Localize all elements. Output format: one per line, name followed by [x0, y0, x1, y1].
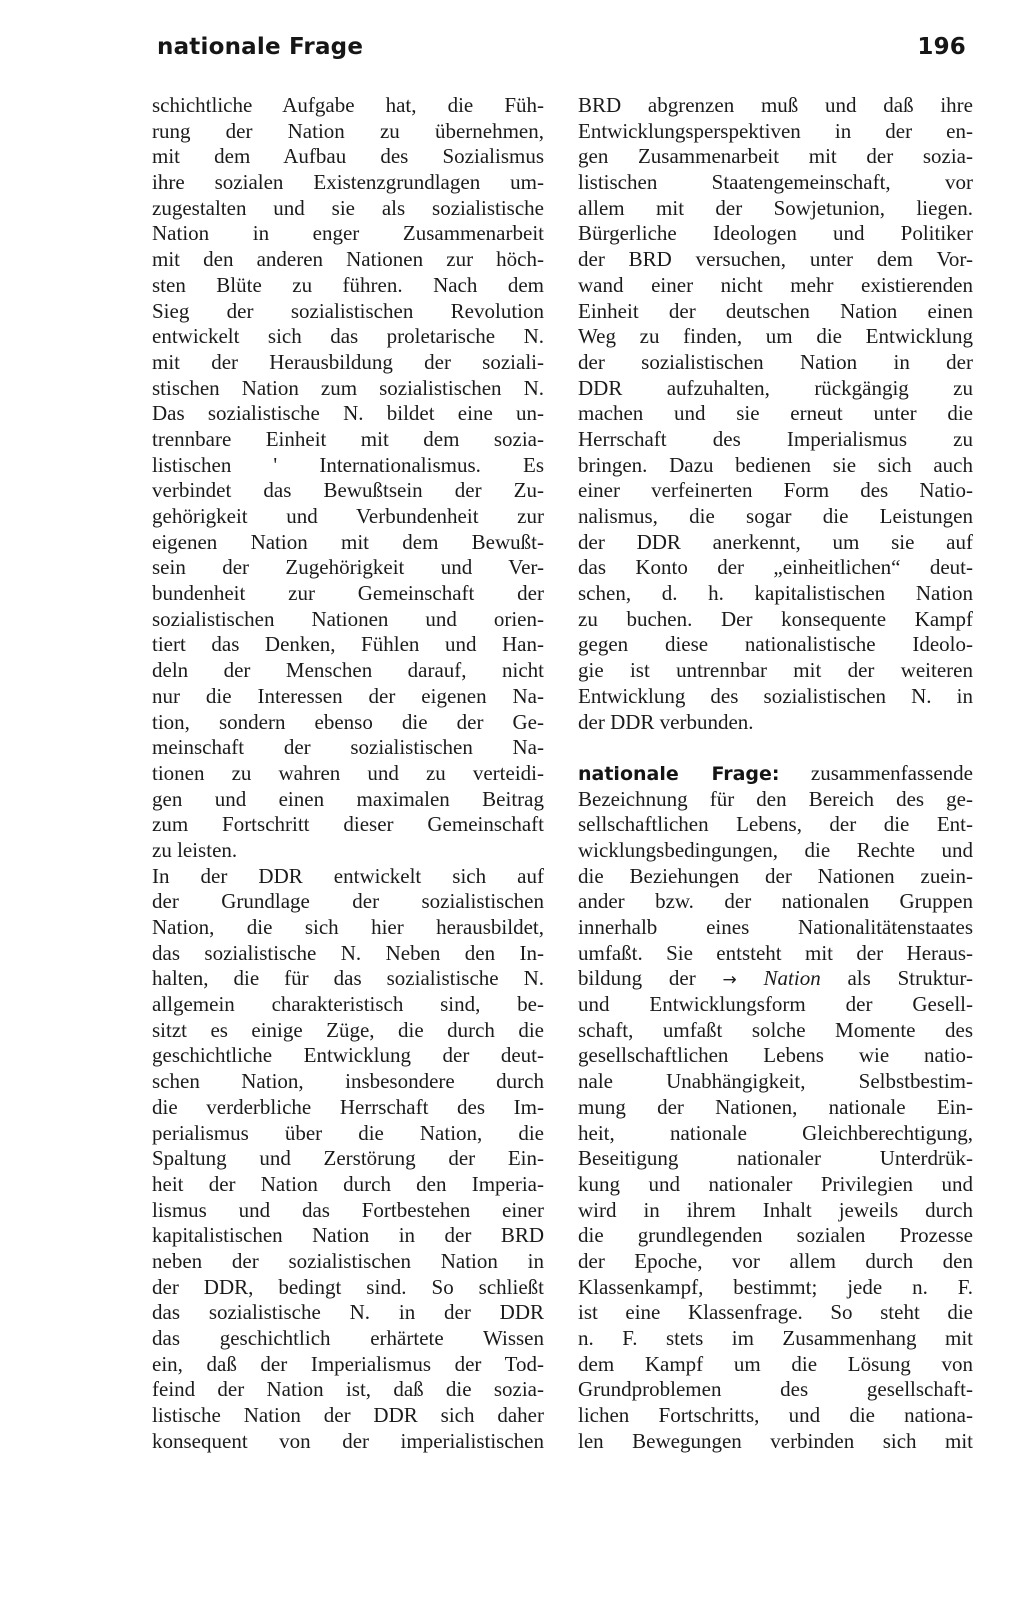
entry-nationale-frage — [578, 761, 973, 1455]
text-line: perialismus über die Nation, die — [152, 1120, 544, 1145]
text-line: halten, die für das sozialistische N. — [152, 966, 544, 991]
text-line: gehörigkeit und Verbundenheit zur — [152, 504, 544, 528]
text-fragment: als Struktur- — [820, 966, 973, 991]
text-line: das sozialistische N. Neben den In- — [152, 940, 544, 965]
text-line: gen Zusammenarbeit mit der sozia- — [578, 144, 973, 169]
text-line: gegen diese nationalistische Ideolo- — [578, 632, 973, 657]
text-line: tion, sondern ebenso die der Ge- — [152, 709, 544, 734]
text-line: schichtliche Aufgabe hat, die Füh- — [152, 93, 544, 117]
text-line: allem mit der Sowjetunion, liegen. — [578, 195, 973, 220]
text-line: wird in ihrem Inhalt jeweils durch — [578, 1197, 973, 1222]
text-line: Einheit der deutschen Nation einen — [578, 298, 973, 323]
text-line: der DDR, bedingt sind. So schließt — [152, 1274, 544, 1299]
text-line: wicklungsbedingungen, die Rechte und — [578, 837, 973, 862]
text-line: innerhalb eines Nationalitätenstaates — [578, 915, 973, 939]
text-line: schen Nation, insbesondere durch — [152, 1069, 544, 1094]
text-line: zu buchen. Der konsequente Kampf — [578, 606, 973, 631]
text-line: nur die Interessen der eigenen Na- — [152, 683, 544, 708]
text-line: zu leisten. — [152, 837, 238, 862]
text-line: einer verfeinerten Form des Natio- — [578, 478, 973, 503]
text-line: kung und nationaler Privilegien und — [578, 1171, 973, 1196]
text-line: verbindet das Bewußtsein der Zu- — [152, 478, 544, 503]
text-line: Nation, die sich hier herausbildet, — [152, 915, 544, 939]
text-line: mit dem Aufbau des Sozialismus — [152, 144, 544, 169]
text-line: die grundlegenden sozialen Prozesse — [578, 1223, 973, 1248]
text-line: sitzt es einige Züge, die durch die — [152, 1017, 544, 1042]
text-fragment: bildung der — [578, 966, 723, 991]
text-line: BRD abgrenzen muß und daß ihre — [578, 93, 973, 117]
text-line: ander bzw. der nationalen Gruppen — [578, 889, 973, 914]
text-line: das geschichtlich erhärtete Wissen — [152, 1326, 544, 1350]
text-line: Grundproblemen des gesellschaft- — [578, 1377, 973, 1402]
text-line: feind der Nation ist, daß die sozia- — [152, 1377, 544, 1402]
lemma-headword: nationale Frage: — [578, 762, 780, 785]
text-line: schaft, umfaßt solche Momente des — [578, 1017, 973, 1042]
text-line: heit der Nation durch den Imperia- — [152, 1171, 544, 1196]
text-line — [578, 966, 973, 992]
cross-reference-word: Nation — [763, 966, 821, 991]
text-line: heit, nationale Gleichberechtigung, — [578, 1120, 973, 1145]
text-line: DDR aufzuhalten, rückgängig zu — [578, 375, 973, 400]
text-line: sein der Zugehörigkeit und Ver- — [152, 555, 544, 580]
text-line: dem Kampf um die Lösung von — [578, 1351, 973, 1376]
text-line: Entwicklung des sozialistischen N. in — [578, 683, 973, 708]
text-line: machen und sie erneut unter die — [578, 401, 973, 426]
text-line: Herrschaft des Imperialismus zu — [578, 426, 973, 451]
text-line: meinschaft der sozialistischen Na- — [152, 735, 544, 760]
text-line: mit den anderen Nationen zur höch- — [152, 247, 544, 272]
cross-reference-link[interactable] — [723, 966, 821, 990]
text-line: Klassenkampf, bestimmt; jede n. F. — [578, 1274, 973, 1299]
text-line: gen und einen maximalen Beitrag — [152, 786, 544, 811]
text-line: Entwicklungsperspektiven in der en- — [578, 118, 973, 143]
text-line: Das sozialistische N. bildet eine un- — [152, 401, 544, 426]
text-line: gesellschaftlichen Lebens wie natio- — [578, 1043, 973, 1068]
text-line: ist eine Klassenfrage. So steht die — [578, 1300, 973, 1325]
text-line: ihre sozialen Existenzgrundlagen um- — [152, 170, 544, 195]
text-line: mung der Nationen, nationale Ein- — [578, 1094, 973, 1119]
text-line: mit der Herausbildung der soziali- — [152, 349, 544, 374]
text-line: wand einer nicht mehr existierenden — [578, 272, 973, 297]
text-line: umfaßt. Sie entsteht mit der Heraus- — [578, 940, 973, 965]
text-line: zugestalten und sie als sozialistische — [152, 195, 544, 220]
text-line: gie ist untrennbar mit der weiteren — [578, 658, 973, 683]
text-line: konsequent von der imperialistischen — [152, 1428, 544, 1453]
text-line: der BRD versuchen, unter dem Vor- — [578, 247, 973, 272]
text-line: allgemein charakteristisch sind, be- — [152, 992, 544, 1017]
entry-text-block — [578, 992, 973, 1454]
text-line: Beseitigung nationaler Unterdrük- — [578, 1146, 973, 1171]
text-line: nalismus, die sogar die Leistungen — [578, 504, 973, 528]
entry-separator — [578, 735, 973, 761]
text-line: und Entwicklungsform der Gesell- — [578, 992, 973, 1017]
text-line: entwickelt sich das proletarische N. — [152, 324, 544, 349]
text-line: das sozialistische N. in der DDR — [152, 1300, 544, 1325]
text-line: lichen Fortschritts, und die nationa- — [578, 1403, 973, 1428]
text-line: Nation in enger Zusammenarbeit — [152, 221, 544, 246]
text-line: n. F. stets im Zusammenhang mit — [578, 1326, 973, 1350]
right-column — [578, 93, 973, 1454]
text-line: bringen. Dazu bedienen sie sich auch — [578, 452, 973, 477]
text-line: sellschaftlichen Lebens, der die Ent- — [578, 812, 973, 837]
text-line: lismus und das Fortbestehen einer — [152, 1197, 544, 1222]
text-line: rung der Nation zu übernehmen, — [152, 118, 544, 143]
text-line: das Konto der „einheitlichen“ deut- — [578, 555, 973, 580]
previous-entry-continuation — [578, 93, 973, 735]
text-line: tiert das Denken, Fühlen und Han- — [152, 632, 544, 657]
text-line: In der DDR entwickelt sich auf — [152, 863, 544, 888]
text-line: geschichtliche Entwicklung der deut- — [152, 1043, 544, 1068]
text-line: ein, daß der Imperialismus der Tod- — [152, 1351, 544, 1376]
text-line: listische Nation der DDR sich daher — [152, 1403, 544, 1428]
text-line: schen, d. h. kapitalistischen Nation — [578, 581, 973, 606]
text-line: der DDR anerkennt, um sie auf — [578, 529, 973, 554]
text-line: sten Blüte zu führen. Nach dem — [152, 272, 544, 297]
text-line: die Beziehungen der Nationen zuein- — [578, 863, 973, 888]
text-line: Bürgerliche Ideologen und Politiker — [578, 221, 973, 246]
text-line: listischen Staatengemeinschaft, vor — [578, 170, 973, 195]
text-line: Sieg der sozialistischen Revolution — [152, 298, 544, 323]
text-line: neben der sozialistischen Nation in — [152, 1248, 544, 1273]
entry-text-block — [578, 787, 973, 967]
text-line: eigenen Nation mit dem Bewußt- — [152, 529, 544, 554]
text-fragment: zusammenfassende — [779, 760, 973, 785]
text-line: sozialistischen Nationen und orien- — [152, 606, 544, 631]
text-line: deln der Menschen darauf, nicht — [152, 658, 544, 683]
text-line: tionen zu wahren und zu verteidi- — [152, 760, 544, 785]
text-line: die verderbliche Herrschaft des Im- — [152, 1094, 544, 1119]
text-line: Bezeichnung für den Bereich des ge- — [578, 786, 973, 811]
left-column — [152, 93, 544, 1454]
page-number: 196 — [917, 34, 966, 60]
text-line: stischen Nation zum sozialistischen N. — [152, 375, 544, 400]
text-line: bundenheit zur Gemeinschaft der — [152, 581, 544, 606]
text-line: len Bewegungen verbinden sich mit — [578, 1428, 973, 1453]
text-line: trennbare Einheit mit dem sozia- — [152, 426, 544, 451]
text-line: der DDR verbunden. — [578, 709, 754, 734]
text-line: der Grundlage der sozialistischen — [152, 889, 544, 914]
running-head-title: nationale Frage — [157, 34, 364, 60]
text-line: nale Unabhängigkeit, Selbstbestim- — [578, 1069, 973, 1094]
text-line: zum Fortschritt dieser Gemeinschaft — [152, 812, 544, 837]
text-line: Spaltung und Zerstörung der Ein- — [152, 1146, 544, 1171]
text-line: der sozialistischen Nation in der — [578, 349, 973, 374]
text-line: kapitalistischen Nation in der BRD — [152, 1223, 544, 1248]
text-line: listischen ' Internationalismus. Es — [152, 452, 544, 477]
arrow-right-icon: → — [722, 970, 737, 991]
text-line — [578, 761, 973, 787]
text-line: Weg zu finden, um die Entwicklung — [578, 324, 973, 349]
text-line: der Epoche, vor allem durch den — [578, 1248, 973, 1273]
